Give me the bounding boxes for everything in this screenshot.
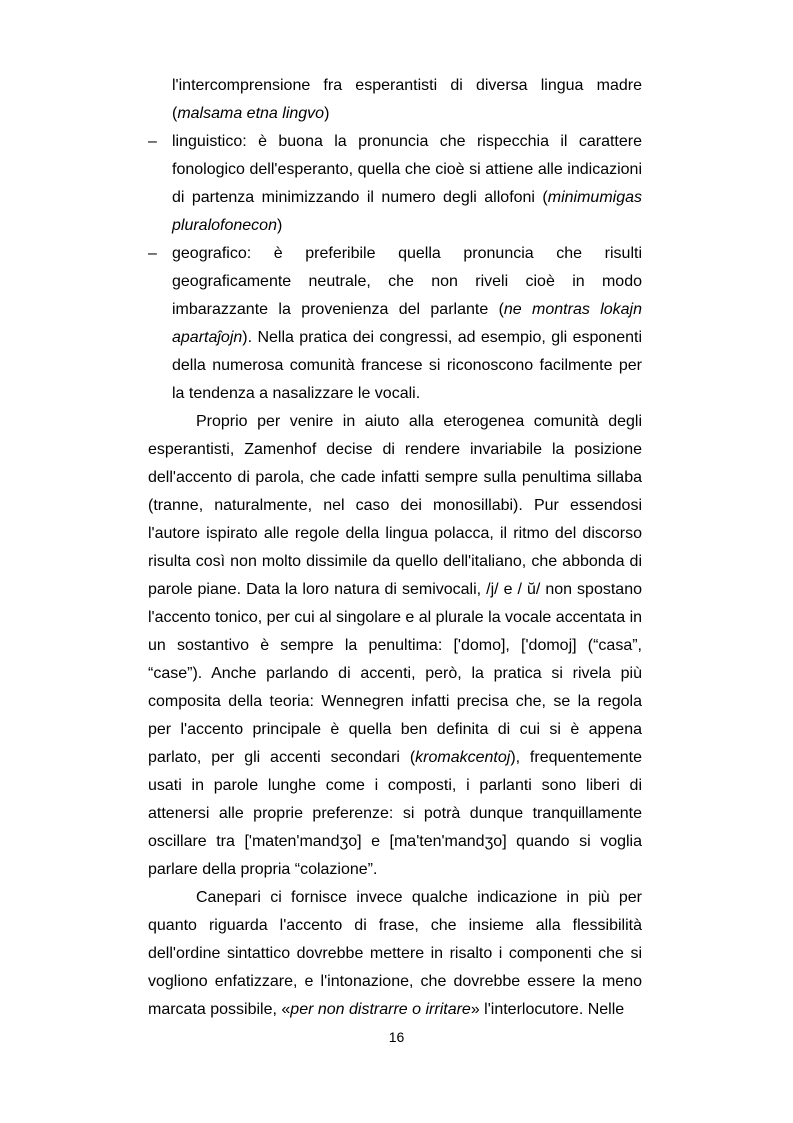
text-segment: » l'interlocutore. Nelle	[470, 1001, 625, 1018]
text-segment: )	[324, 105, 330, 122]
text-segment: l'intercomprensione fra esperantisti di diversa lingua madre (	[172, 77, 642, 122]
text-segment: )	[276, 217, 283, 234]
text-segment: geografico: è preferibile quella pronuncia che risulti geograficamente neutrale, che non riveli cioè in modo imbarazzante la provenienza del parlante (	[172, 245, 642, 318]
list-item	[148, 128, 642, 240]
page-number: 16	[388, 1029, 405, 1045]
text-segment: ), frequentemente usati in parole lunghe come i composti, i parlanti sono liberi di attenersi alle proprie preferenze: si potrà dunque tranquillamente oscillare tra ['maten'mandʒo] e [ma'ten'mandʒo] quando si voglia parlare della propria “colazione”.	[148, 749, 643, 878]
text-segment: ). Nella pratica dei congressi, ad esempio, gli esponenti della numerosa comunità francese si riconoscono facilmente per la tendenza a nasalizzare le vocali.	[172, 329, 642, 402]
italic-term: kromakcentoj	[415, 749, 511, 766]
bullet-dash: –	[148, 245, 157, 262]
text-segment: linguistico: è buona la pronuncia che rispecchia il carattere fonologico dell'esperanto, quella che cioè si attiene alle indicazioni di partenza minimizzando il numero degli allofoni (	[172, 133, 642, 206]
italic-term: minimumigas pluralofonecon	[172, 189, 642, 234]
list-item	[148, 240, 642, 408]
italic-term: malsama etna lingvo	[177, 105, 325, 122]
italic-term: per non distrarre o irritare	[290, 1001, 471, 1018]
text-segment: Canepari ci fornisce invece qualche indicazione in più per quanto riguarda l'accento di frase, che insieme alla flessibilità dell'ordine sintattico dovrebbe mettere in risalto i componenti che si vogliono enfatizzare, e l'intonazione, che dovrebbe essere la meno marcata possibile, «	[148, 889, 642, 1018]
text-segment: Proprio per venire in aiuto alla eterogenea comunità degli esperantisti, Zamenhof decise di rendere invariabile la posizione dell'accento di parola, che cade infatti sempre sulla penultima sillaba (tranne, naturalmente, nel caso dei monosillabi). Pur essendosi l'autore ispirato alle regole della lingua polacca, il ritmo del discorso risulta così non molto dissimile da quello dell'italiano, che abbonda di parole piane. Data la loro natura di semivocali, /j/ e / ŭ/ non spostano l'accento tonico, per cui al singolare e al plurale la vocale accentata in un sostantivo è sempre la penultima: ['domo], ['domoj] (“casa”, “case”). Anche parlando di accenti, però, la pratica si rivela più composita della teoria: Wennegren infatti precisa che, se la regola per l'accento principale è quella ben definita di cui si è appena parlato, per gli accenti secondari (	[148, 413, 643, 766]
body-text	[148, 72, 642, 1024]
italic-term: ne montras lokajn apartaĵojn	[172, 301, 642, 346]
list-continuation	[148, 72, 642, 128]
bullet-dash: –	[148, 133, 157, 150]
paragraph	[148, 408, 642, 884]
paragraph	[148, 884, 642, 1024]
